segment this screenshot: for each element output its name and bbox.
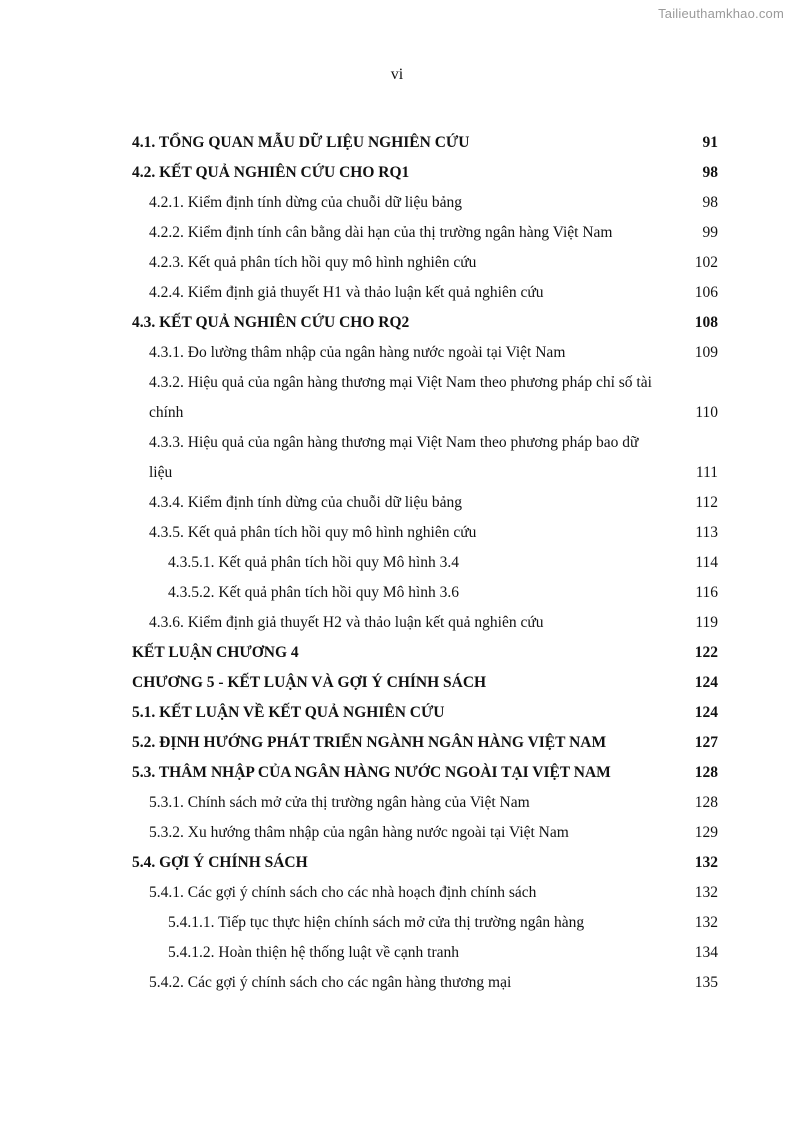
toc-title: 5.2. ĐỊNH HƯỚNG PHÁT TRIỂN NGÀNH NGÂN HÀNG VIỆT NAM (132, 734, 607, 751)
toc-entry-5-3-2[interactable] (132, 818, 718, 848)
toc-title-continuation: chính (149, 404, 184, 421)
watermark: Tailieuthamkhao.com (658, 6, 784, 21)
toc-title: 4.3.3. Hiệu quả của ngân hàng thương mại Việt Nam theo phương pháp bao dữ (149, 434, 639, 451)
toc-entry-4-3-2[interactable] (132, 368, 718, 428)
toc-entry-5-1[interactable] (132, 698, 718, 728)
toc-page: 124 (694, 674, 718, 691)
toc-title: 4.2. KẾT QUẢ NGHIÊN CỨU CHO RQ1 (132, 164, 410, 181)
toc-entry-5-4-1-2[interactable] (132, 938, 718, 968)
toc-page: 108 (694, 314, 718, 331)
toc-entry-5-4-1[interactable] (132, 878, 718, 908)
toc-entry-5-2[interactable] (132, 728, 718, 758)
page-number: vi (390, 66, 404, 83)
toc-title: 5.4.2. Các gợi ý chính sách cho các ngân hàng thương mại (149, 974, 512, 991)
toc-page: 128 (694, 764, 718, 781)
toc-title: 5.3.1. Chính sách mở cửa thị trường ngân hàng của Việt Nam (149, 794, 530, 811)
toc-page: 98 (702, 194, 718, 211)
toc-title: 4.1. TỔNG QUAN MẪU DỮ LIỆU NGHIÊN CỨU (132, 134, 470, 151)
toc-page: 112 (695, 494, 718, 511)
toc-page: 116 (695, 584, 718, 601)
toc-page: 134 (694, 944, 718, 961)
toc-page: 132 (694, 914, 718, 931)
toc-entry-5-4-1-1[interactable] (132, 908, 718, 938)
toc-entry-4-3-5-2[interactable] (132, 578, 718, 608)
toc-page: 132 (694, 884, 718, 901)
toc-entry-5-4[interactable] (132, 848, 718, 878)
toc-entry-4-2-3[interactable] (132, 248, 718, 278)
toc-page: 114 (695, 554, 718, 571)
toc-title: 4.3.6. Kiểm định giả thuyết H2 và thảo luận kết quả nghiên cứu (149, 614, 544, 631)
toc-page: 127 (694, 734, 718, 751)
toc-title: 4.2.4. Kiểm định giả thuyết H1 và thảo luận kết quả nghiên cứu (149, 284, 544, 301)
toc-title: 4.2.2. Kiểm định tính cân bằng dài hạn của thị trường ngân hàng Việt Nam (149, 224, 613, 241)
toc-entry-4-3-3[interactable] (132, 428, 718, 488)
toc-page: 113 (695, 524, 718, 541)
toc-title: 4.3.2. Hiệu quả của ngân hàng thương mại Việt Nam theo phương pháp chỉ số tài (149, 374, 652, 391)
toc-title: 5.3. THÂM NHẬP CỦA NGÂN HÀNG NƯỚC NGOÀI TẠI VIỆT NAM (132, 764, 611, 781)
toc-page: 98 (702, 164, 718, 181)
toc-entry-conclusion-4[interactable] (132, 638, 718, 668)
toc-entry-5-4-2[interactable] (132, 968, 718, 998)
toc-page: 91 (702, 134, 718, 151)
toc-entry-4-1[interactable] (132, 128, 718, 158)
toc-title: CHƯƠNG 5 - KẾT LUẬN VÀ GỢI Ý CHÍNH SÁCH (132, 674, 487, 691)
toc-title: 4.3.5. Kết quả phân tích hồi quy mô hình nghiên cứu (149, 524, 477, 541)
toc-title: 4.2.1. Kiểm định tính dừng của chuỗi dữ liệu bảng (149, 194, 462, 211)
toc-entry-4-3-6[interactable] (132, 608, 718, 638)
toc-title: 5.4. GỢI Ý CHÍNH SÁCH (132, 854, 308, 871)
toc-entry-4-3[interactable] (132, 308, 718, 338)
toc-title: 5.4.1.2. Hoàn thiện hệ thống luật về cạnh tranh (168, 944, 459, 961)
toc-title: 4.3.5.2. Kết quả phân tích hồi quy Mô hình 3.6 (168, 584, 460, 601)
toc-page: 111 (695, 464, 718, 481)
table-of-contents (132, 128, 718, 998)
toc-page: 122 (694, 644, 718, 661)
toc-entry-4-2-4[interactable] (132, 278, 718, 308)
toc-entry-5-3[interactable] (132, 758, 718, 788)
toc-title: KẾT LUẬN CHƯƠNG 4 (132, 644, 299, 661)
toc-title: 4.2.3. Kết quả phân tích hồi quy mô hình nghiên cứu (149, 254, 477, 271)
toc-entry-4-3-1[interactable] (132, 338, 718, 368)
toc-entry-5-3-1[interactable] (132, 788, 718, 818)
toc-entry-4-2-2[interactable] (132, 218, 718, 248)
toc-entry-4-3-4[interactable] (132, 488, 718, 518)
toc-entry-4-2-1[interactable] (132, 188, 718, 218)
toc-title: 5.4.1.1. Tiếp tục thực hiện chính sách mở cửa thị trường ngân hàng (168, 914, 585, 931)
toc-page: 110 (695, 404, 718, 421)
toc-title: 4.3.1. Đo lường thâm nhập của ngân hàng nước ngoài tại Việt Nam (149, 344, 566, 361)
toc-page: 128 (694, 794, 718, 811)
toc-page: 124 (694, 704, 718, 721)
toc-title-continuation: liệu (149, 464, 173, 481)
toc-page: 129 (694, 824, 718, 841)
toc-page: 106 (694, 284, 718, 301)
toc-page: 102 (694, 254, 718, 271)
toc-entry-chapter-5[interactable] (132, 668, 718, 698)
toc-title: 4.3.4. Kiểm định tính dừng của chuỗi dữ liệu bảng (149, 494, 462, 511)
toc-title: 4.3.5.1. Kết quả phân tích hồi quy Mô hình 3.4 (168, 554, 460, 571)
toc-entry-4-3-5[interactable] (132, 518, 718, 548)
toc-page: 109 (694, 344, 718, 361)
toc-page: 132 (694, 854, 718, 871)
toc-page: 99 (702, 224, 718, 241)
toc-title: 5.4.1. Các gợi ý chính sách cho các nhà hoạch định chính sách (149, 884, 537, 901)
toc-entry-4-2[interactable] (132, 158, 718, 188)
toc-entry-4-3-5-1[interactable] (132, 548, 718, 578)
toc-page: 135 (694, 974, 718, 991)
toc-page: 119 (695, 614, 718, 631)
toc-title: 4.3. KẾT QUẢ NGHIÊN CỨU CHO RQ2 (132, 314, 410, 331)
toc-title: 5.1. KẾT LUẬN VỀ KẾT QUẢ NGHIÊN CỨU (132, 704, 445, 721)
toc-title: 5.3.2. Xu hướng thâm nhập của ngân hàng nước ngoài tại Việt Nam (149, 824, 569, 841)
